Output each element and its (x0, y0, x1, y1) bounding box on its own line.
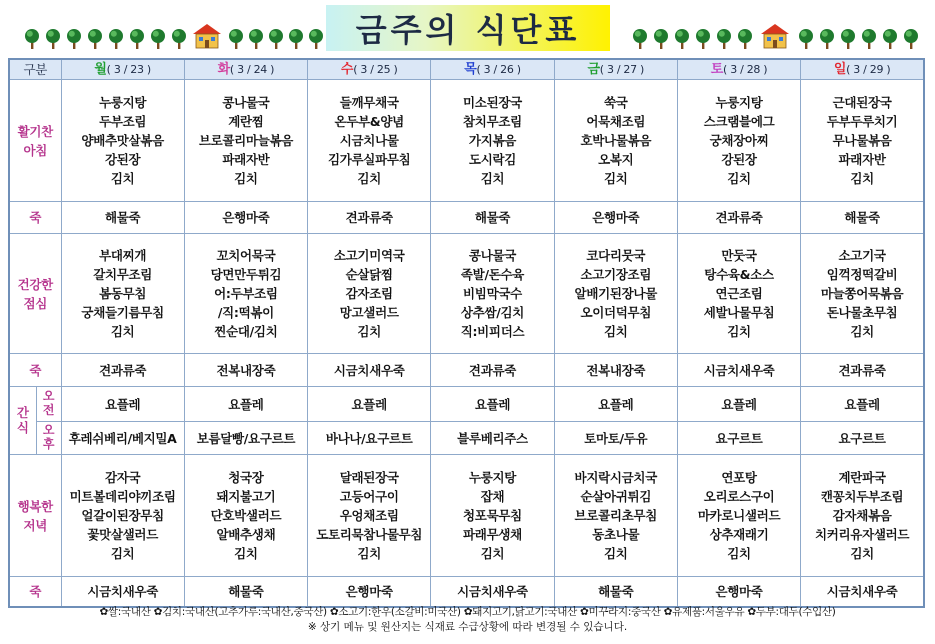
menu-item: 김치 (603, 171, 628, 186)
day-header (184, 59, 307, 80)
menu-item: 김치 (110, 171, 135, 186)
row-label-line: 죽 (29, 210, 42, 225)
tree-icon (861, 28, 877, 50)
menu-item: 만둣국 (721, 248, 757, 263)
menu-cell (677, 80, 800, 202)
menu-item: 도시락김 (468, 152, 517, 167)
menu-item: 김치 (603, 324, 628, 339)
menu-item: 알배기된장나물 (574, 286, 657, 301)
menu-cell (554, 234, 677, 354)
menu-item: 파래무생채 (463, 527, 522, 542)
menu-item: 연포탕 (721, 470, 757, 485)
menu-item: 감자국 (104, 470, 141, 485)
menu-item: 소고기장조림 (580, 267, 652, 282)
menu-cell (431, 577, 554, 607)
menu-cell (184, 387, 307, 422)
menu-cell (61, 80, 184, 202)
menu-item: 후레쉬베리/베지밀A (68, 430, 177, 446)
day-date: ( 3 / 26 ) (476, 63, 521, 76)
menu-item: 요플레 (598, 396, 634, 412)
row-label-line: 죽 (29, 362, 42, 378)
menu-item: 김치 (480, 546, 505, 561)
menu-item: 누룽지탕 (99, 95, 147, 110)
menu-item: 시금치새우죽 (333, 362, 405, 378)
day-header (61, 59, 184, 80)
meal-row-snack-am (9, 387, 924, 422)
menu-item: 시금치새우죽 (703, 362, 775, 378)
menu-cell (554, 455, 677, 577)
menu-cell (61, 234, 184, 354)
menu-item: 계란파국 (838, 470, 886, 485)
menu-item: 청국장 (228, 470, 264, 485)
menu-item: 족발/돈수육 (460, 267, 525, 282)
menu-item: 우엉채조림 (339, 508, 399, 523)
day-date: ( 3 / 28 ) (723, 63, 768, 76)
menu-cell (308, 234, 431, 354)
row-label-line: 행복한 (17, 498, 53, 514)
tree-icon (819, 28, 835, 50)
menu-cell (554, 202, 677, 234)
menu-item: 견과류죽 (838, 362, 886, 378)
menu-cell (61, 422, 184, 455)
day-date: ( 3 / 25 ) (353, 63, 398, 76)
day-name: 일 (833, 62, 847, 77)
tree-icon (150, 28, 166, 50)
menu-item: 김치 (480, 171, 505, 186)
menu-item: 김치 (234, 171, 258, 186)
menu-cell (554, 80, 677, 202)
menu-item: 돈나물초무침 (826, 305, 898, 320)
menu-item: 두부두루치기 (826, 114, 898, 129)
menu-item: 시금치새우죽 (87, 583, 158, 599)
menu-item: 달래된장국 (339, 470, 399, 485)
menu-item: 은행마죽 (592, 210, 640, 225)
menu-item: 갈치무조림 (93, 267, 153, 282)
row-label-line: 저녁 (23, 517, 48, 533)
menu-cell (431, 455, 554, 577)
menu-item: 오이더덕무침 (580, 305, 652, 320)
menu-item: 은행마죽 (715, 583, 763, 599)
menu-cell (431, 80, 554, 202)
menu-item: 탕수육&소스 (704, 267, 774, 282)
menu-item: 근대된장국 (832, 95, 892, 110)
menu-item: 찐순대/김치 (214, 324, 278, 339)
menu-item: 김치 (850, 546, 874, 561)
day-header (308, 59, 431, 80)
menu-item: 김치 (850, 171, 874, 186)
menu-item: 미트볼데리야끼조림 (69, 489, 176, 504)
menu-item: 요플레 (351, 396, 387, 412)
menu-item: 마늘쫑어묵볶음 (820, 286, 904, 301)
tree-icon (288, 28, 304, 50)
menu-item: 궁채장아찌 (709, 133, 769, 148)
day-date: ( 3 / 29 ) (846, 63, 891, 76)
menu-cell (801, 234, 924, 354)
menu-item: 돼지불고기 (216, 489, 276, 504)
menu-item: 임꺽정떡갈비 (826, 267, 898, 282)
menu-item: 꽃맛살샐러드 (87, 527, 158, 542)
menu-cell (308, 455, 431, 577)
menu-item: 강된장 (721, 152, 757, 167)
menu-item: 얼갈이된장무침 (81, 508, 164, 523)
menu-item: 봄동무침 (99, 286, 147, 301)
tree-icon (24, 28, 40, 50)
day-header (554, 59, 677, 80)
menu-item: 해물죽 (104, 210, 141, 225)
tree-icon (798, 28, 814, 50)
menu-item: 시금치나물 (339, 133, 399, 148)
menu-item: 요플레 (104, 396, 141, 412)
menu-item: 콩나물국 (222, 95, 270, 110)
day-name: 화 (217, 62, 230, 77)
menu-item: 두부조림 (99, 114, 147, 129)
menu-item: 김가루실파무침 (327, 152, 411, 167)
menu-item: 해물죽 (228, 583, 264, 599)
menu-cell (61, 354, 184, 387)
menu-item: 미소된장국 (463, 95, 522, 110)
meal-row-breakfast-porridge (9, 202, 924, 234)
menu-item: 은행마죽 (345, 583, 393, 599)
menu-cell (554, 422, 677, 455)
menu-item: 콩나물국 (468, 248, 517, 263)
menu-item: 부대찌개 (99, 248, 147, 263)
menu-item: 어:두부조림 (214, 286, 278, 301)
tree-icon (653, 28, 669, 50)
menu-item: 알배추생채 (216, 527, 276, 542)
menu-item: 해물죽 (598, 583, 634, 599)
menu-item: 블루베리주스 (457, 430, 528, 446)
house-icon (192, 22, 222, 50)
corner-label: 구분 (9, 59, 61, 80)
snack-time-text: 오전 (42, 389, 55, 417)
menu-item: 고등어구이 (339, 489, 399, 504)
menu-cell (801, 455, 924, 577)
menu-item: 전복내장죽 (586, 362, 646, 378)
menu-item: 소고기국 (838, 248, 886, 263)
menu-cell (184, 354, 307, 387)
day-name: 수 (340, 62, 354, 77)
menu-cell (677, 234, 800, 354)
menu-cell (554, 354, 677, 387)
tree-icon (737, 28, 753, 50)
menu-item: 망고샐러드 (339, 305, 399, 320)
snack-time-label (36, 422, 61, 455)
menu-item: 보름달빵/요구르트 (196, 430, 296, 446)
menu-item: 연근조림 (715, 286, 763, 301)
menu-cell (308, 422, 431, 455)
change-notice: ※ 상기 메뉴 및 원산지는 식재료 수급상황에 따라 변경될 수 있습니다. (307, 621, 628, 633)
menu-item: 김치 (110, 324, 135, 339)
tree-icon (248, 28, 264, 50)
menu-item: 해물죽 (474, 210, 511, 225)
menu-item: 순살닭찜 (345, 267, 393, 282)
house-icon (760, 22, 790, 50)
tree-icon (87, 28, 103, 50)
tree-icon (903, 28, 919, 50)
menu-item: 비빔막국수 (463, 286, 522, 301)
menu-cell (801, 354, 924, 387)
row-label-line: 죽 (29, 583, 42, 599)
weekly-menu-table (8, 58, 925, 608)
menu-cell (677, 202, 800, 234)
meal-row-lunch (9, 234, 924, 354)
tree-icon (228, 28, 244, 50)
origin-notice: ✿쌀:국내산 ✿김치:국내산(고추가루:국내산,중국산) ✿소고기:한우(소갈비:미국산) ✿돼지고기,닭고기:국내산 ✿미꾸라지:중국산 ✿유제품:서울우유 ✿두부:대두(수입산) (99, 606, 836, 618)
header-row (9, 59, 924, 80)
tree-icon (695, 28, 711, 50)
day-header (431, 59, 554, 80)
menu-item: 김치 (234, 546, 258, 561)
menu-cell (431, 387, 554, 422)
tree-icon (674, 28, 690, 50)
menu-item: 요플레 (228, 396, 264, 412)
menu-cell (801, 80, 924, 202)
row-label-breakfast (9, 80, 61, 202)
menu-item: 동초나물 (592, 527, 640, 542)
menu-cell (308, 577, 431, 607)
day-header (801, 59, 924, 80)
snack-time-text: 오후 (42, 423, 55, 451)
row-label-lunch-porridge (9, 354, 61, 387)
tree-icon (882, 28, 898, 50)
menu-item: 오복지 (598, 152, 634, 167)
snack-time-label (36, 387, 61, 422)
menu-item: 무나물볶음 (832, 133, 892, 148)
menu-item: 당면만두튀김 (210, 267, 282, 282)
menu-item: 브로콜리마늘볶음 (198, 133, 294, 148)
menu-item: 견과류죽 (345, 210, 393, 225)
menu-item: 파래자반 (222, 152, 270, 167)
row-label-dinner-porridge (9, 577, 61, 607)
day-date: ( 3 / 23 ) (106, 63, 151, 76)
row-label-breakfast-porridge (9, 202, 61, 234)
menu-cell (184, 455, 307, 577)
day-name: 금 (587, 62, 600, 77)
menu-item: 들깨무채국 (339, 95, 399, 110)
menu-cell (184, 202, 307, 234)
menu-item: 김치 (727, 171, 751, 186)
menu-item: 시금치새우죽 (826, 583, 898, 599)
row-label-line: 건강한 (17, 276, 53, 292)
menu-item: 단호박샐러드 (210, 508, 282, 523)
menu-cell (677, 354, 800, 387)
menu-item: 쑥국 (603, 95, 628, 110)
menu-item: 김치 (727, 324, 751, 339)
tree-icon (840, 28, 856, 50)
menu-item: 김치 (727, 546, 751, 561)
menu-item: 누룽지탕 (715, 95, 763, 110)
menu-cell (801, 202, 924, 234)
tree-icon (716, 28, 732, 50)
menu-cell (801, 422, 924, 455)
meal-row-snack-pm (9, 422, 924, 455)
day-name: 토 (710, 62, 724, 77)
menu-cell (184, 422, 307, 455)
row-label-line: 아침 (23, 142, 48, 158)
menu-item: 청포묵무침 (463, 508, 522, 523)
menu-item: 김치 (357, 546, 381, 561)
menu-item: 김치 (850, 324, 874, 339)
tree-icon (268, 28, 284, 50)
menu-item: 온두부&양념 (334, 114, 404, 129)
menu-cell (801, 577, 924, 607)
menu-item: 요플레 (721, 396, 757, 412)
menu-cell (184, 234, 307, 354)
row-label-line: 활기찬 (17, 123, 53, 139)
menu-item: 바지락시금치국 (574, 470, 657, 485)
menu-cell (61, 455, 184, 577)
menu-item: 바나나/요구르트 (325, 430, 413, 446)
menu-item: 견과류죽 (99, 362, 147, 378)
tree-icon (632, 28, 648, 50)
menu-item: 토마토/두유 (584, 430, 648, 446)
menu-item: 직:비피더스 (460, 324, 525, 339)
menu-item: 순살아귀튀김 (580, 489, 652, 504)
menu-item: 도토리묵참나물무침 (316, 527, 423, 542)
page-title: 금주의 식단표 (355, 11, 581, 49)
menu-cell (431, 202, 554, 234)
menu-item: 잡채 (480, 489, 505, 504)
tree-icon (171, 28, 187, 50)
meal-row-dinner-porridge (9, 577, 924, 607)
menu-item: 호박나물볶음 (580, 133, 652, 148)
menu-item: 궁채들기름무침 (81, 305, 164, 320)
menu-cell (554, 577, 677, 607)
menu-item: 양배추맛살볶음 (81, 133, 164, 148)
menu-cell (677, 577, 800, 607)
menu-item: 은행마죽 (222, 210, 270, 225)
menu-item: 마카로니샐러드 (697, 508, 781, 523)
menu-cell (308, 387, 431, 422)
menu-cell (61, 387, 184, 422)
menu-cell (308, 354, 431, 387)
day-date: ( 3 / 24 ) (229, 63, 275, 76)
menu-item: 계란찜 (228, 114, 264, 129)
menu-item: 참치무조림 (463, 114, 522, 129)
menu-cell (184, 577, 307, 607)
menu-item: 어묵채조림 (586, 114, 646, 129)
snack-group-label (9, 387, 36, 455)
menu-item: 소고기미역국 (333, 248, 405, 263)
menu-item: 시금치새우죽 (457, 583, 528, 599)
menu-cell (61, 202, 184, 234)
menu-item: 세발나물무침 (703, 305, 775, 320)
menu-item: 요플레 (474, 396, 511, 412)
menu-item: 김치 (110, 546, 135, 561)
tree-icon (45, 28, 61, 50)
menu-cell (61, 577, 184, 607)
snack-group-text: 간식 (16, 404, 29, 435)
menu-item: 요구르트 (715, 430, 763, 446)
menu-cell (554, 387, 677, 422)
menu-item: 감자조림 (345, 286, 393, 301)
tree-icon (129, 28, 145, 50)
row-label-dinner (9, 455, 61, 577)
menu-item: 요구르트 (838, 430, 886, 446)
menu-item: 캔꽁치두부조림 (820, 489, 904, 504)
tree-decorations (0, 26, 935, 54)
meal-row-breakfast (9, 80, 924, 202)
menu-item: 상추재래기 (709, 527, 769, 542)
menu-cell (308, 80, 431, 202)
day-name: 월 (94, 62, 107, 77)
day-header (677, 59, 800, 80)
tree-icon (108, 28, 124, 50)
meal-row-lunch-porridge (9, 354, 924, 387)
menu-cell (677, 422, 800, 455)
day-date: ( 3 / 27 ) (599, 63, 645, 76)
row-label-line: 점심 (23, 295, 48, 311)
menu-cell (431, 234, 554, 354)
menu-item: 강된장 (104, 152, 141, 167)
menu-item: 파래자반 (838, 152, 886, 167)
menu-item: 코다리뭇국 (586, 248, 646, 263)
menu-item: 김치 (603, 546, 628, 561)
menu-item: 김치 (357, 171, 381, 186)
menu-item: 스크램블에그 (703, 114, 775, 129)
menu-item: 요플레 (844, 396, 880, 412)
tree-icon (66, 28, 82, 50)
menu-item: 가지볶음 (468, 133, 517, 148)
menu-item: 누룽지탕 (468, 470, 517, 485)
row-label-lunch (9, 234, 61, 354)
meal-row-dinner (9, 455, 924, 577)
menu-cell (677, 387, 800, 422)
menu-item: 김치 (357, 324, 381, 339)
menu-item: 견과류죽 (715, 210, 763, 225)
menu-cell (184, 80, 307, 202)
menu-cell (431, 354, 554, 387)
menu-item: 치커리유자샐러드 (814, 527, 910, 542)
menu-item: 전복내장죽 (216, 362, 276, 378)
menu-cell (677, 455, 800, 577)
menu-item: 오리로스구이 (703, 489, 775, 504)
menu-cell (431, 422, 554, 455)
menu-item: 견과류죽 (468, 362, 517, 378)
menu-cell (801, 387, 924, 422)
menu-cell (308, 202, 431, 234)
menu-item: 감자채볶음 (832, 508, 892, 523)
tree-icon (308, 28, 324, 50)
menu-item: 해물죽 (844, 210, 880, 225)
menu-item: 상추쌈/김치 (460, 305, 525, 320)
menu-item: 꼬치어묵국 (216, 248, 276, 263)
day-name: 목 (464, 62, 477, 77)
menu-item: /직:떡볶이 (217, 305, 274, 320)
menu-item: 브로콜리초무침 (574, 508, 657, 523)
